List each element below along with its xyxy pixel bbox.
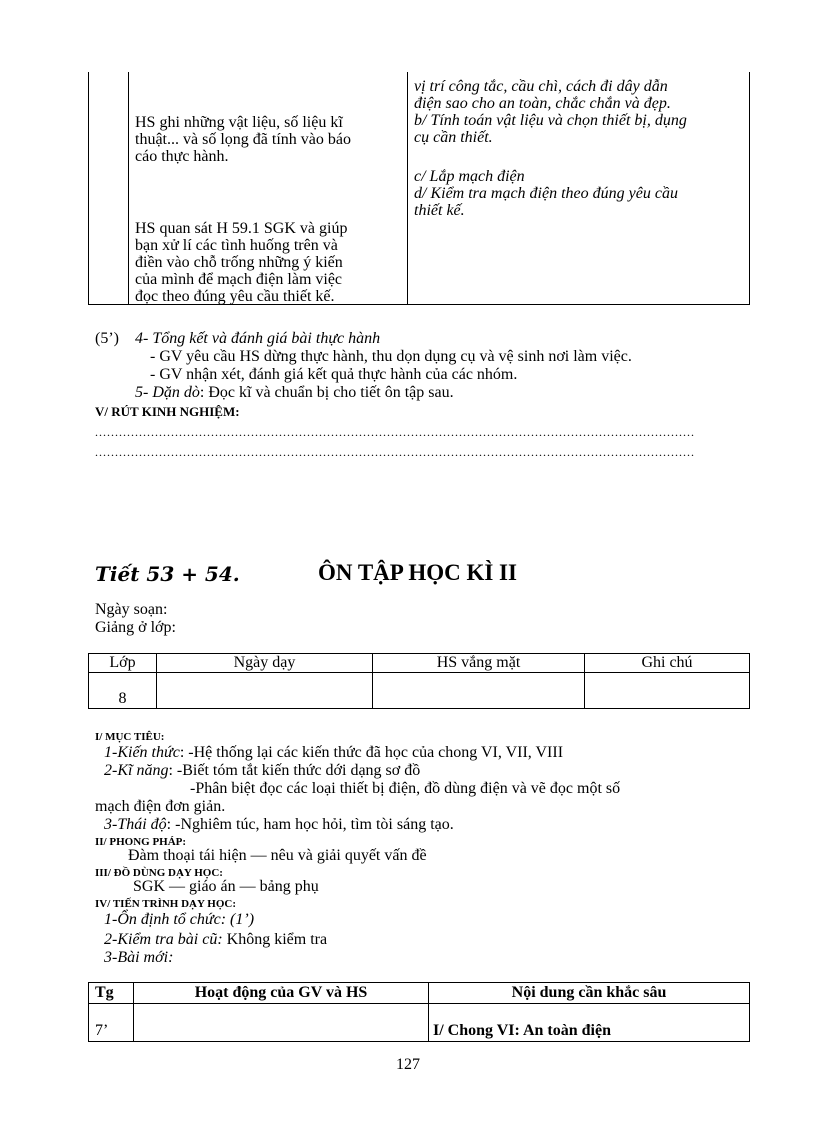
objectives-heading: I/ MỤC TIÊU: [95,731,165,743]
text-line: cụ cần thiết. [414,129,493,146]
page-number: 127 [396,1056,420,1073]
right-cell-paragraph-2 [414,168,746,219]
header-hoat-dong: Hoạt động của GV và HS [134,983,429,1004]
lesson-title: ÔN TẬP HỌC KÌ II [318,560,517,585]
text-line: vị trí công tắc, cầu chì, cách đi dây dẫn [414,78,668,95]
text-line: đọc theo đúng yêu cầu thiết kế. [135,288,335,305]
text-line: thiết kế. [414,202,465,219]
header-lop: Lớp [89,654,157,673]
tien-trinh-heading: IV/ TIẾN TRÌNH DẠY HỌC: [95,898,236,910]
table-header-row [89,654,750,673]
kien-thuc-line [104,744,563,762]
activity-table [88,982,750,1042]
class-table [88,653,750,709]
header-hs-vang-mat: HS vắng mặt [373,654,585,673]
kiem-tra-text: Không kiểm tra [222,931,328,948]
header-noi-dung: Nội dung cần khắc sâu [429,983,750,1004]
ki-nang-line-2: -Phân biệt đọc các loại thiết bị điện, đồ dùng điện và vẽ đọc một số [190,780,621,797]
dotted-line-2: ...................................................................................................................................................... [95,446,695,458]
thai-do-text: : -Nghiêm túc, ham học hỏi, tìm tòi sáng tạo. [166,816,454,833]
table-row [89,1004,750,1042]
on-dinh-line: 1-Ổn định tổ chức: (1’) [104,911,255,928]
kiem-tra-line [104,931,327,949]
table-border-left [88,72,89,305]
text-line: b/ Tính toán vật liệu và chọn thiết bị, dụng [414,112,687,129]
ki-nang-line [104,762,420,780]
header-ghi-chu: Ghi chú [585,654,750,673]
table-border-right [749,72,750,305]
left-cell-paragraph-2 [135,220,403,305]
summary-item-1: - GV yêu cầu HS dừng thực hành, thu dọn dụng cụ và vệ sinh nơi làm việc. [150,348,632,365]
ki-nang-line-3: mạch điện đơn giản. [95,798,226,815]
ki-nang-label: 2-Kĩ năng [104,762,169,779]
text-line: c/ Lắp mạch điện [414,168,525,185]
phuong-phap-text: Đàm thoại tái hiện — nêu và giải quyết vấn đề [128,847,427,864]
homework-text: : Đọc kĩ và chuẩn bị cho tiết ôn tập sau. [199,384,454,401]
table-border-time [128,72,129,305]
do-dung-text: SGK — giáo án — bảng phụ [133,878,319,895]
summary-time: (5’) [95,330,119,347]
text-line: thuật... và số lọng đã tính vào báo [135,131,351,148]
table-border-middle [407,72,408,305]
summary-heading: 4- Tổng kết và đánh giá bài thực hành [135,330,381,347]
rut-kinh-nghiem-heading: V/ RÚT KINH NGHIỆM: [95,404,240,419]
cell-ngay-day [157,673,373,709]
kien-thuc-text: : -Hệ thống lại các kiến thức đã học của chong VI, VII, VIII [179,744,564,761]
thai-do-line [104,816,454,834]
lesson-number: Tiết 53 + 54. [95,562,240,586]
do-dung-heading: III/ ĐỒ DÙNG DẠY HỌC: [95,867,223,879]
ngay-soan: Ngày soạn: [95,601,168,618]
summary-item-2: - GV nhận xét, đánh giá kết quả thực hành của các nhóm. [150,366,518,383]
text-line: điền vào chỗ trống những ý kiến [135,254,343,271]
kiem-tra-label: 2-Kiểm tra bài cũ: [104,931,223,948]
top-continuation-table [88,72,750,305]
dotted-line-1: ...................................................................................................................................................... [95,426,695,438]
text-line: HS quan sát H 59.1 SGK và giúp [135,220,348,237]
homework-label: 5- Dặn dò [135,384,200,401]
text-line: HS ghi những vật liệu, số liệu kĩ [135,114,343,131]
cell-noi-dung: I/ Chong VI: An toàn điện [429,1004,750,1042]
bai-moi-line: 3-Bài mới: [104,949,174,966]
table-header-row [89,983,750,1004]
ki-nang-text: : -Biết tóm tắt kiến thức dới dạng sơ đồ [168,762,421,779]
cell-hoat-dong [134,1004,429,1042]
text-line: của mình để mạch điện làm việc [135,271,343,288]
homework-line [135,384,454,402]
cell-ghi-chu [585,673,750,709]
text-line: cáo thực hành. [135,148,229,165]
header-ngay-day: Ngày dạy [157,654,373,673]
text-line: bạn xử lí các tình huống trên và [135,237,338,254]
phuong-phap-heading: II/ PHONG PHÁP: [95,836,187,848]
header-tg: Tg [89,983,134,1004]
cell-time: 7’ [89,1004,134,1042]
cell-lop: 8 [89,673,157,709]
thai-do-label: 3-Thái độ [104,816,167,833]
left-cell-paragraph-1 [135,114,403,165]
giang-o-lop: Giảng ở lớp: [95,619,176,636]
text-line: d/ Kiểm tra mạch điện theo đúng yêu cầu [414,185,678,202]
right-cell-paragraph-1 [414,78,746,146]
text-line: điện sao cho an toàn, chắc chắn và đẹp. [414,95,671,112]
kien-thuc-label: 1-Kiến thức [104,744,180,761]
table-row [89,673,750,709]
cell-hs-vang-mat [373,673,585,709]
